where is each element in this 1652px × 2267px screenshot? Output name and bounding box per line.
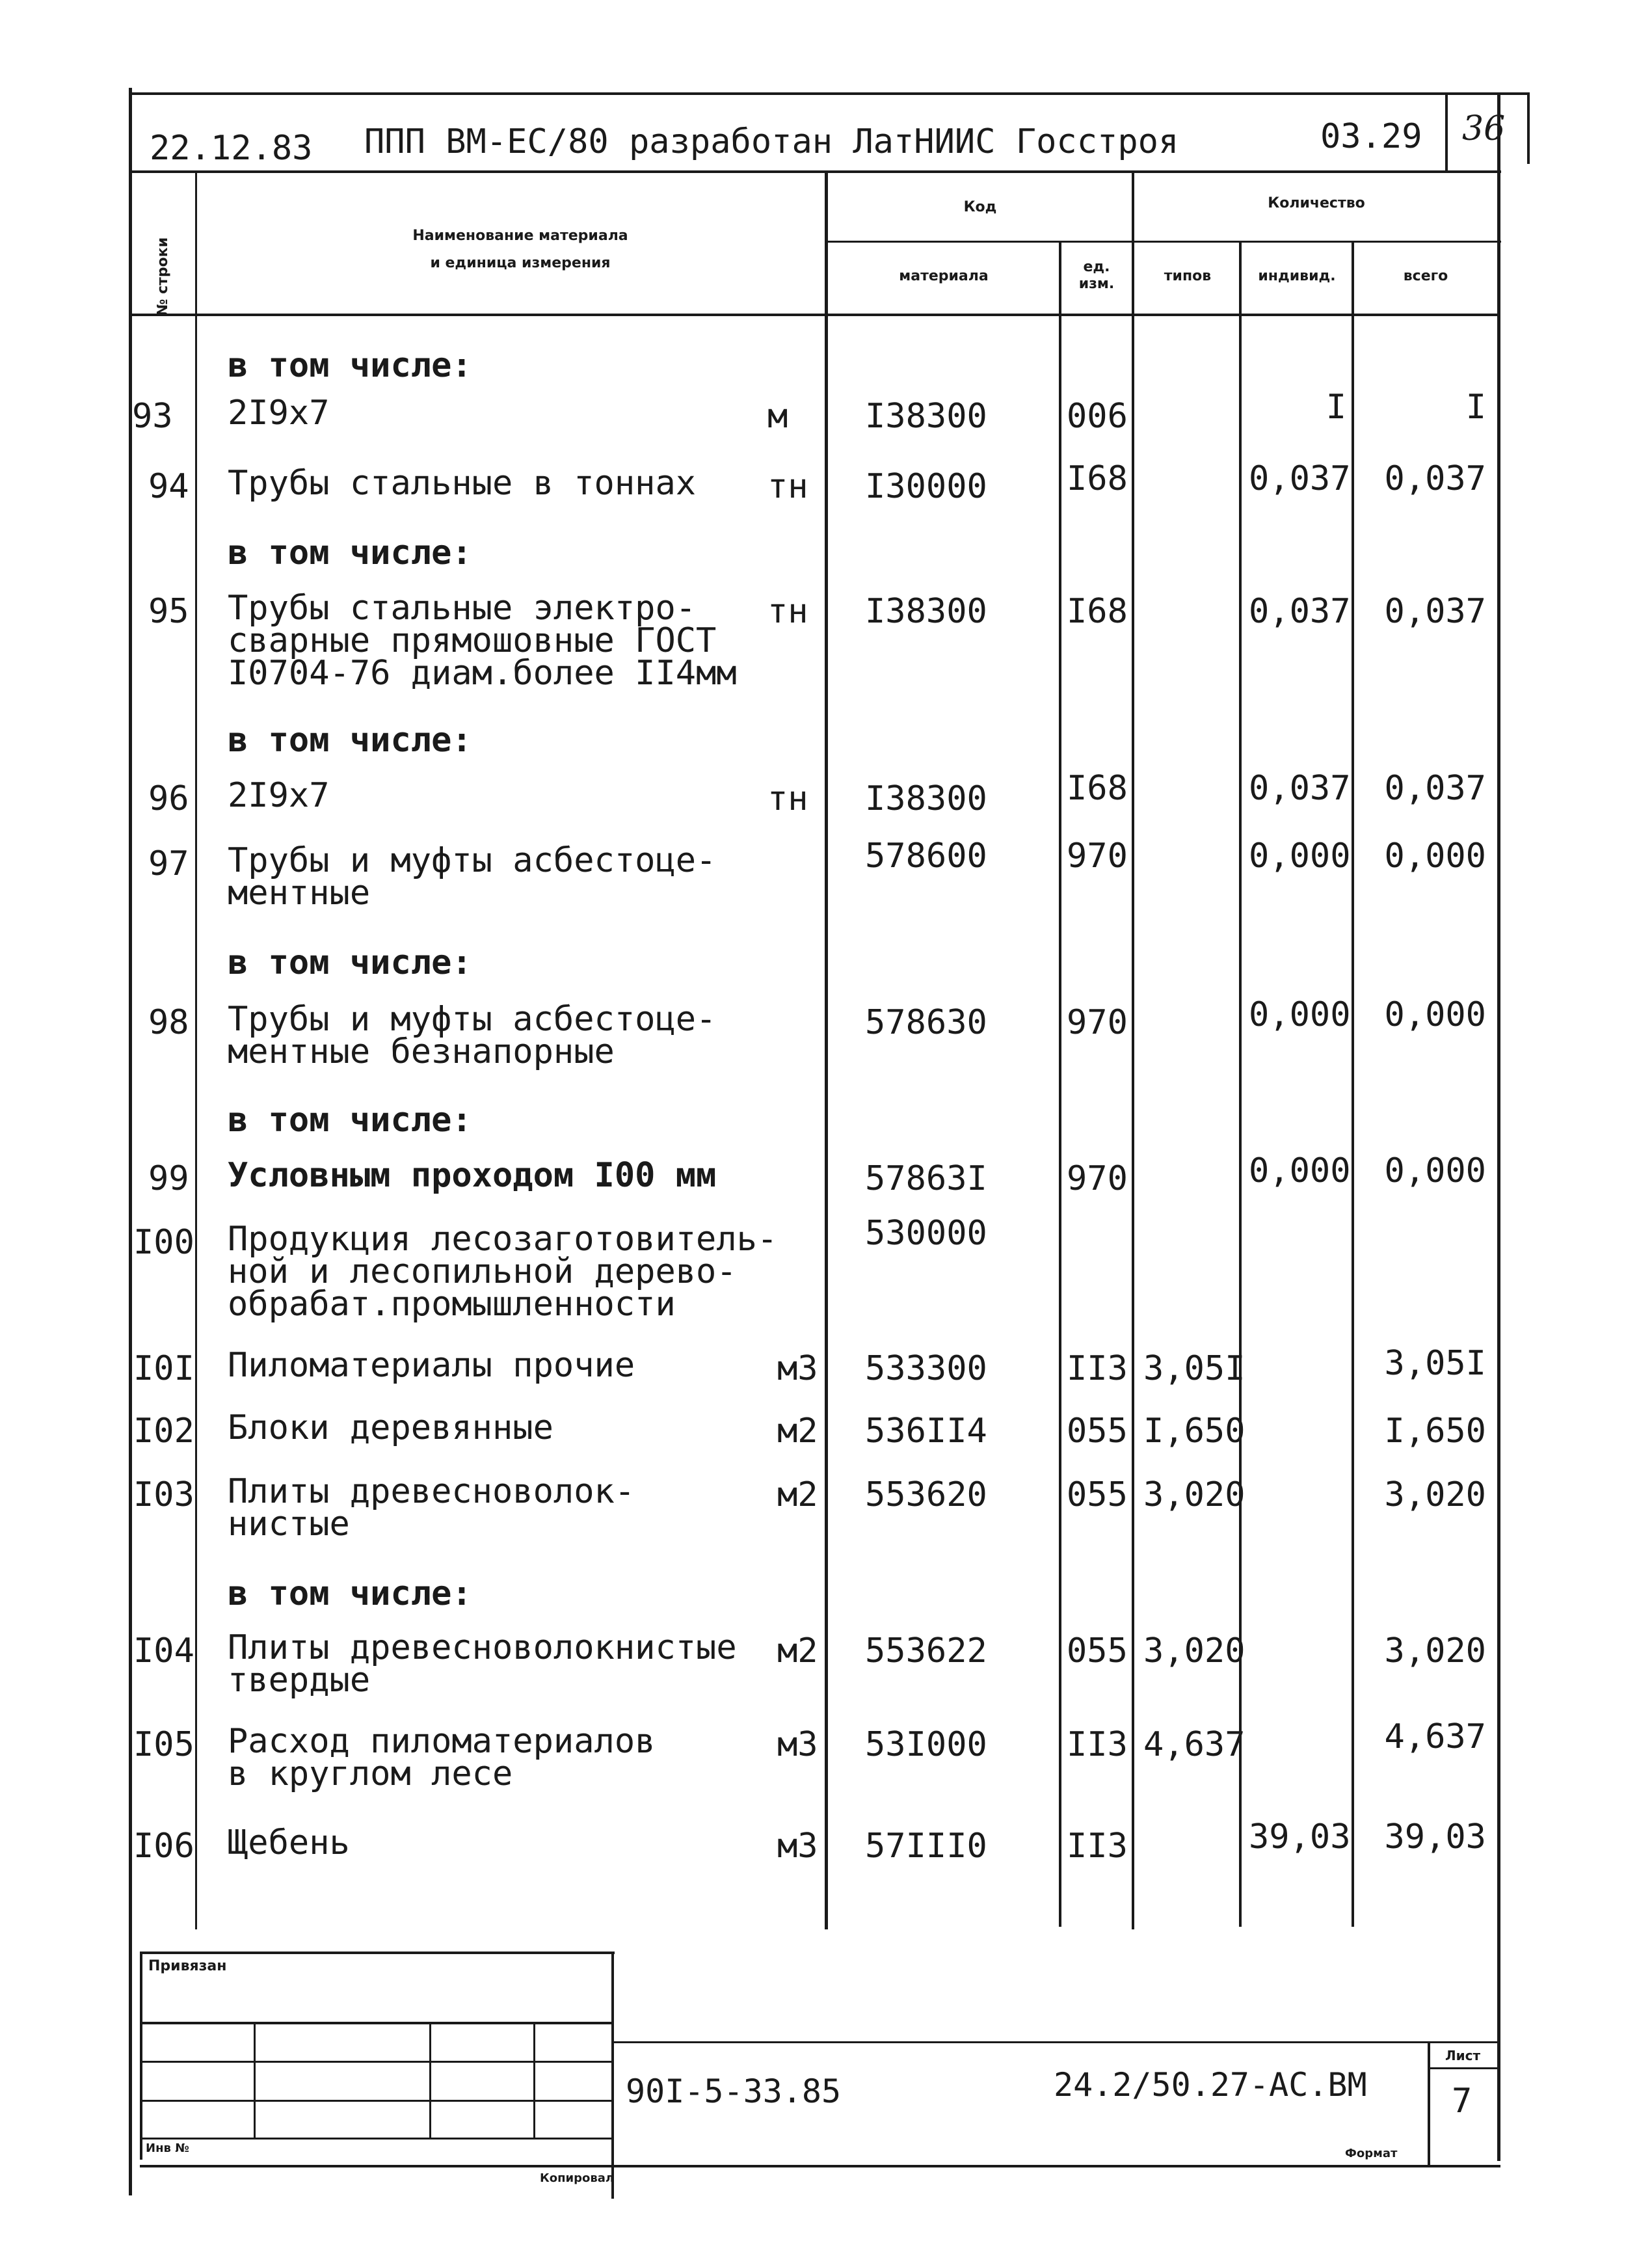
doc-number: 90I-5-33.85 xyxy=(626,2072,842,2110)
material-code: I38300 xyxy=(865,592,987,631)
page-number-box-left xyxy=(1445,92,1448,170)
unit-code: II3 xyxy=(1067,1349,1128,1388)
row-number: I03 xyxy=(133,1475,194,1514)
unit-code: II3 xyxy=(1067,1827,1128,1866)
code-subheader-line xyxy=(825,241,1501,243)
page-number-box-right xyxy=(1527,92,1530,164)
code-unit-header: ед. изм. xyxy=(1078,259,1115,292)
name-header-line2: и единица измерения xyxy=(430,255,611,271)
unit-code: I68 xyxy=(1067,769,1128,808)
page-number: 36 xyxy=(1462,109,1506,148)
unit: м3 xyxy=(777,1725,818,1764)
code-material-header: материала xyxy=(899,268,989,284)
stamp-vline-1 xyxy=(611,1952,614,2199)
unit-code: 055 xyxy=(1067,1475,1128,1514)
qty-total: 3,05I xyxy=(1384,1344,1486,1383)
name-header-line1: Наименование материала xyxy=(412,228,628,244)
table-right-border xyxy=(1497,92,1500,2161)
qty-indiv: 0,037 xyxy=(1249,459,1351,498)
unit: м2 xyxy=(777,1631,818,1670)
row-number: 97 xyxy=(148,844,189,883)
material-code: 553622 xyxy=(865,1631,987,1670)
row-number-header: № строки xyxy=(155,237,171,316)
row-number: I00 xyxy=(133,1223,194,1262)
material-code: 536II4 xyxy=(865,1412,987,1451)
row-number: I04 xyxy=(133,1631,194,1670)
unit-code: 970 xyxy=(1067,837,1128,876)
qty-total: I,650 xyxy=(1384,1412,1486,1451)
header-title: ППП ВМ-ЕС/80 разработан ЛатНИИС Госстроя xyxy=(364,122,1179,161)
row-number: 93 xyxy=(132,397,173,436)
unit-code: 006 xyxy=(1067,397,1128,436)
stamp-grid-row2 xyxy=(140,2100,613,2102)
material-code: 53I000 xyxy=(865,1725,987,1764)
row-number: 96 xyxy=(148,779,189,818)
qty-indiv: 0,037 xyxy=(1249,592,1351,631)
unit-code: I68 xyxy=(1067,592,1128,631)
material-name: 2I9x7 xyxy=(228,776,330,815)
material-name: Условным проходом I00 мм xyxy=(228,1156,717,1195)
col-line-rowno xyxy=(195,173,197,1929)
subheading: в том числе: xyxy=(228,346,472,385)
row-number: I0I xyxy=(133,1349,194,1388)
sheet-code: 24.2/50.27-АС.ВМ xyxy=(1054,2066,1367,2104)
col-line-qty xyxy=(1132,173,1134,1929)
qty-types: 3,05I xyxy=(1143,1349,1246,1388)
row-number: 99 xyxy=(148,1159,189,1198)
stamp-grid-col2 xyxy=(429,2022,431,2139)
material-name: Пиломатериалы прочие xyxy=(228,1346,635,1385)
material-name: Блоки деревянные xyxy=(228,1408,553,1447)
material-code: 530000 xyxy=(865,1214,987,1253)
stamp-grid-row3 xyxy=(140,2138,613,2140)
qty-types: 3,020 xyxy=(1143,1631,1246,1670)
material-name: Трубы стальные электро- сварные прямошовные ГОСТ I0704-76 диам.более II4мм xyxy=(228,589,737,693)
unit-code: 970 xyxy=(1067,1159,1128,1198)
unit: м xyxy=(767,397,788,436)
table-header-bottom-line xyxy=(129,314,1500,316)
unit: м2 xyxy=(777,1412,818,1451)
stamp-grid-col1 xyxy=(254,2022,256,2139)
unit: м3 xyxy=(777,1827,818,1866)
qty-types: I,650 xyxy=(1143,1412,1246,1451)
material-name: Трубы стальные в тоннах xyxy=(228,464,697,503)
subheading: в том числе: xyxy=(228,1574,472,1613)
qty-group-header: Количество xyxy=(1268,195,1365,211)
sheet-box-left xyxy=(1428,2041,1430,2165)
material-code: 578600 xyxy=(865,837,987,876)
stamp-top-line xyxy=(140,1952,615,1954)
material-code: 533300 xyxy=(865,1349,987,1388)
qty-indiv-header: индивид. xyxy=(1258,268,1336,284)
header-code: 03.29 xyxy=(1320,117,1422,156)
unit: тн xyxy=(767,779,808,818)
material-name: Плиты древесноволокнистые твердые xyxy=(228,1628,737,1700)
unit-code: I68 xyxy=(1067,459,1128,498)
qty-total: 39,03 xyxy=(1384,1818,1486,1857)
stamp-bound-label: Привязан xyxy=(148,1958,227,1974)
material-code: I38300 xyxy=(865,779,987,818)
unit-code: 970 xyxy=(1067,1003,1128,1042)
subheading: в том числе: xyxy=(228,533,472,572)
col-line-total xyxy=(1352,242,1354,1927)
material-name: Продукция лесозаготовитель- ной и лесопильной дерево- обрабат.промышленности xyxy=(228,1220,778,1324)
header-bottom-line xyxy=(129,170,1501,173)
row-number: I05 xyxy=(133,1725,194,1764)
material-code: I38300 xyxy=(865,397,987,436)
material-code: I30000 xyxy=(865,467,987,506)
row-number: 98 xyxy=(148,1003,189,1042)
unit: тн xyxy=(767,467,808,506)
row-number: I06 xyxy=(133,1827,194,1866)
material-code: 57III0 xyxy=(865,1827,987,1866)
material-name: Трубы и муфты асбестоце- ментные безнапорные xyxy=(228,1000,717,1071)
unit: тн xyxy=(767,592,808,631)
qty-indiv: 0,000 xyxy=(1249,837,1351,876)
page-number-box-top xyxy=(1445,92,1530,95)
format-label: Формат xyxy=(1345,2147,1398,2160)
subheading: в том числе: xyxy=(228,1101,472,1140)
material-code: 57863I xyxy=(865,1159,987,1198)
material-name: 2I9x7 xyxy=(228,394,330,433)
qty-types: 3,020 xyxy=(1143,1475,1246,1514)
qty-total: 0,037 xyxy=(1384,459,1486,498)
unit-code: 055 xyxy=(1067,1412,1128,1451)
qty-total: 4,637 xyxy=(1384,1717,1486,1756)
stamp-inv-label: Инв № xyxy=(146,2141,189,2155)
stamp-left-line xyxy=(140,1952,142,2160)
sheet-number: 7 xyxy=(1452,2082,1472,2121)
stamp-grid-col3 xyxy=(533,2022,535,2139)
sheet-label: Лист xyxy=(1445,2048,1481,2063)
stamp-grid-top xyxy=(140,2022,613,2024)
row-number: I02 xyxy=(133,1412,194,1451)
stamp-grid-row1 xyxy=(140,2061,613,2063)
qty-indiv: 0,037 xyxy=(1249,769,1351,808)
sheet-box-mid xyxy=(1428,2067,1500,2069)
subheading: в том числе: xyxy=(228,721,472,760)
material-name: Плиты древесноволок- нистые xyxy=(228,1472,635,1544)
stamp-bottom-line xyxy=(140,2165,1500,2167)
material-name: Трубы и муфты асбестоце- ментные xyxy=(228,841,717,913)
qty-total: 0,037 xyxy=(1384,592,1486,631)
qty-total: 0,000 xyxy=(1384,995,1486,1034)
qty-total: I xyxy=(1465,388,1486,427)
material-code: 553620 xyxy=(865,1475,987,1514)
qty-total: 0,000 xyxy=(1384,837,1486,876)
subheading: в том числе: xyxy=(228,943,472,982)
qty-total: 3,020 xyxy=(1384,1631,1486,1670)
stamp-mid-top xyxy=(611,2041,1500,2043)
qty-types: 4,637 xyxy=(1143,1725,1246,1764)
material-code: 578630 xyxy=(865,1003,987,1042)
row-number: 95 xyxy=(148,592,189,631)
qty-indiv: 39,03 xyxy=(1249,1818,1351,1857)
col-line-code xyxy=(825,173,828,1929)
unit: м2 xyxy=(777,1475,818,1514)
qty-indiv: I xyxy=(1326,388,1346,427)
code-group-header: Код xyxy=(963,199,997,215)
header-top-line xyxy=(129,92,1501,95)
unit: м3 xyxy=(777,1349,818,1388)
qty-indiv: 0,000 xyxy=(1249,1151,1351,1190)
qty-types-header: типов xyxy=(1164,268,1212,284)
qty-total: 0,037 xyxy=(1384,769,1486,808)
copied-label: Копировал xyxy=(540,2171,615,2185)
col-line-indiv xyxy=(1239,242,1242,1927)
header-date: 22.12.83 xyxy=(150,129,313,168)
col-line-uom xyxy=(1059,242,1061,1927)
row-number: 94 xyxy=(148,467,189,506)
unit-code: 055 xyxy=(1067,1631,1128,1670)
qty-total-header: всего xyxy=(1403,268,1448,284)
qty-total: 3,020 xyxy=(1384,1475,1486,1514)
qty-indiv: 0,000 xyxy=(1249,995,1351,1034)
unit-code: II3 xyxy=(1067,1725,1128,1764)
material-name: Щебень xyxy=(228,1823,350,1862)
material-name: Расход пиломатериалов в круглом лесе xyxy=(228,1722,656,1793)
qty-total: 0,000 xyxy=(1384,1151,1486,1190)
